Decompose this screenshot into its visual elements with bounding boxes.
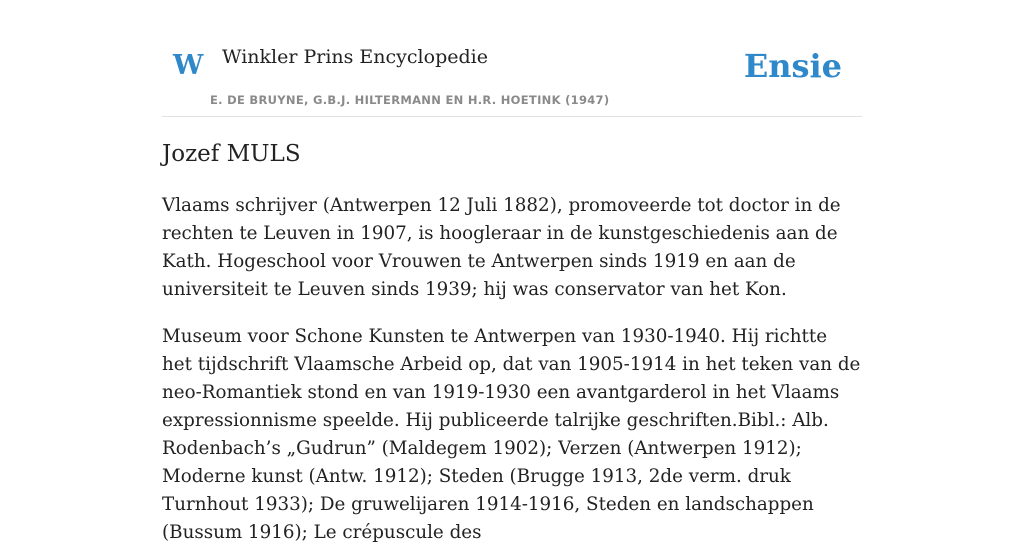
article-paragraph: Vlaams schrijver (Antwerpen 12 Juli 1882), promoveerde tot doctor in de rechten te Leuven in 1907, is hoogleraar in de kunstgeschiedenis aan de Kath. Hogeschool voor Vrouwen te Antwerpen sinds 1919 en aan de universiteit te Leuven sinds 1939; hij was conservator van het Kon. <box>162 194 841 300</box>
logo-w-icon[interactable]: W <box>173 50 204 81</box>
site-authors: E. DE BRUYNE, G.B.J. HILTERMANN EN H.R. HOETINK (1947) <box>210 93 610 107</box>
ensie-brand-link[interactable]: Ensie <box>743 47 842 85</box>
article-content <box>162 140 862 547</box>
article-paragraph: Museum voor Schone Kunsten te Antwerpen van 1930-1940. Hij richtte het tijdschrift Vlaamsche Arbeid op, dat van 1905-1914 in het teken van de neo-Romantiek stond en van 1919-1930 een avantgarderol in het Vlaams expressionnisme speelde. Hij publiceerde talrijke geschriften.Bibl.: Alb. Rodenbach’s „Gudrun” (Maldegem 1902); Verzen (Antwerpen 1912); Moderne kunst (Antw. 1912); Steden (Brugge 1913, 2de verm. druk Turnhout 1933); De gruwelijaren 1914-1916, Steden en landschappen (Bussum 1916); Le crépuscule des <box>162 325 861 543</box>
site-header <box>162 0 862 117</box>
site-title[interactable]: Winkler Prins Encyclopedie <box>222 46 488 68</box>
article-title: Jozef MULS <box>162 141 301 167</box>
